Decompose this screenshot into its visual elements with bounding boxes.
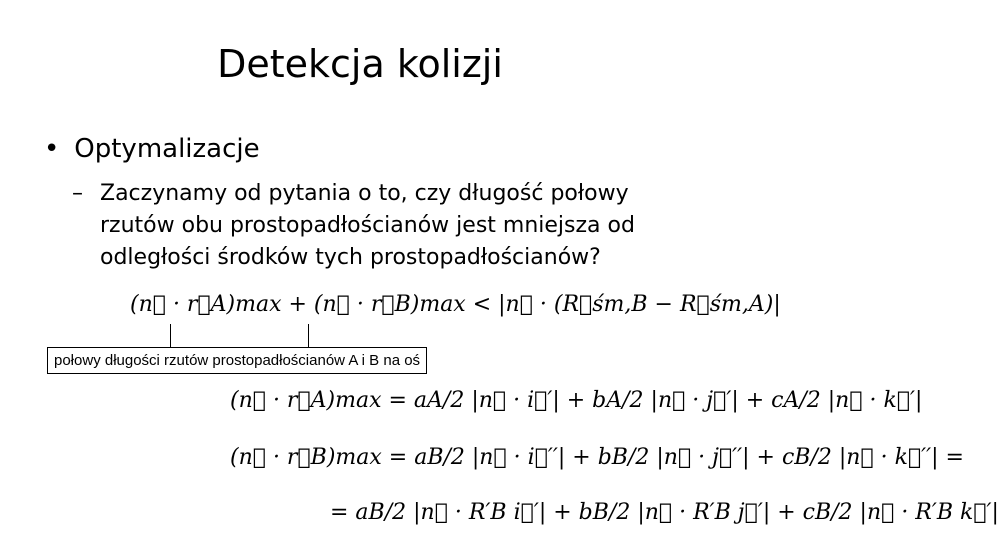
sub-bullet-marker: – [72,181,83,206]
sub-bullet [72,178,692,274]
connector-line-b [308,324,309,348]
annotation-box: połowy długości rzutów prostopadłościanów A i B na oś [47,347,427,374]
bullet-text: Optymalizacje [74,134,260,164]
formula-a: (n⃗ · r⃗A)max = aA/2 |n⃗ · i⃗′| + bA/2 |n⃗ · j⃗′| + cA/2 |n⃗ · k⃗′| [230,388,923,413]
formula-main: (n⃗ · r⃗A)max + (n⃗ · r⃗B)max < |n⃗ · (R⃗śm,B − R⃗śm,A)| [130,292,781,317]
sub-bullet-text: Zaczynamy od pytania o to, czy długość połowy rzutów obu prostopadłościanów jest mniejsza od odległości środków tych prostopadłościanów? [100,181,635,270]
connector-line-a [170,324,171,348]
slide-title: Detekcja kolizji [217,42,503,86]
bullet-item [44,134,260,164]
bullet-marker: • [44,134,60,164]
formula-b: (n⃗ · r⃗B)max = aB/2 |n⃗ · i⃗′′| + bB/2 |n⃗ · j⃗′′| + cB/2 |n⃗ · k⃗′′| = [230,445,964,470]
formula-c: = aB/2 |n⃗ · R′B i⃗′| + bB/2 |n⃗ · R′B j⃗′| + cB/2 |n⃗ · R′B k⃗′| [330,500,999,525]
